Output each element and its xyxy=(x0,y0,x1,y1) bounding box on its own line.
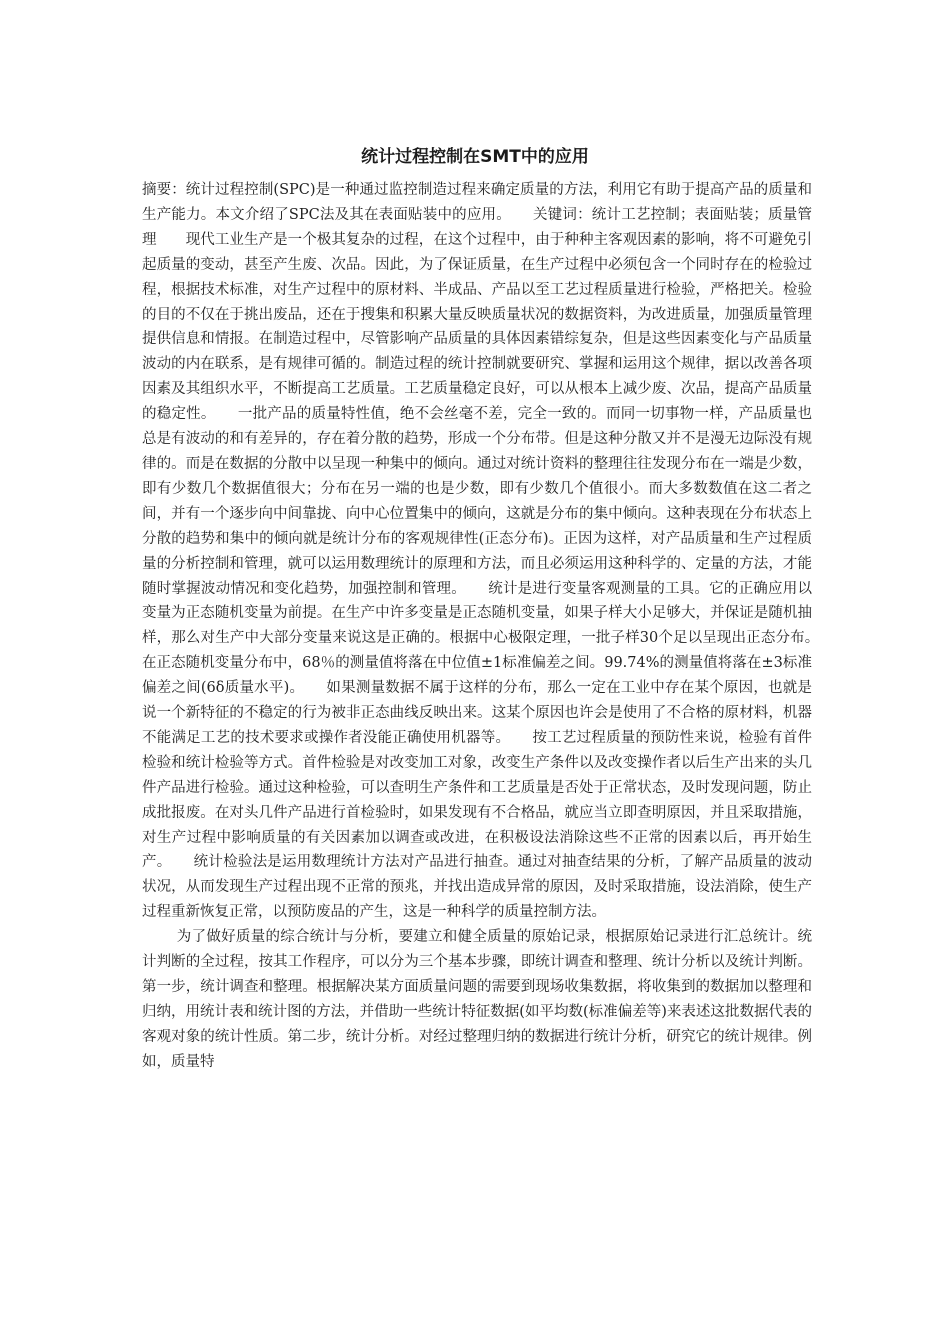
body-paragraph: 为了做好质量的综合统计与分析，要建立和健全质量的原始记录，根据原始记录进行汇总统计。统计判断的全过程，按其工作程序，可以分为三个基本步骤，即统计调查和整理、统计分析以及统计判断。第一步，统计调查和整理。根据解决某方面质量问题的需要到现场收集数据，将收集到的数据加以整理和归纳，用统计表和统计图的方法，并借助一些统计特征数据(如平均数(标准偏差等)来表述这批数据代表的客观对象的统计性质。第二步，统计分析。对经过整理归纳的数据进行统计分析，研究它的统计规律。例如，质量特 xyxy=(142,929,812,1070)
body-paragraph: 摘要：统计过程控制(SPC)是一种通过监控制造过程来确定质量的方法，利用它有助于提高产品的质量和生产能力。本文介绍了SPC法及其在表面贴装中的应用。 关键词：统计工艺控制；表面贴装；质量管理 现代工业生产是一个极其复杂的过程，在这个过程中，由于种种主客观因素的影响，将不可避免引起质量的变动，甚至产生废、次品。因此，为了保证质量，在生产过程中必须包含一个同时存在的检验过程，根据技术标准，对生产过程中的原材料、半成品、产品以至工艺过程质量进行检验，严格把关。检验的目的不仅在于挑出废品，还在于搜集和积累大量反映质量状况的数据资料，为改进质量，加强质量管理提供信息和情报。在制造过程中，尽管影响产品质量的具体因素错综复杂，但是这些因素变化与产品质量波动的内在联系，是有规律可循的。制造过程的统计控制就要研究、掌握和运用这个规律，据以改善各项因素及其组织水平，不断提高工艺质量。工艺质量稳定良好，可以从根本上减少废、次品，提高产品质量的稳定性。 一批产品的质量特性值，绝不会丝毫不差，完全一致的。而同一切事物一样，产品质量也总是有波动的和有差异的，存在着分散的趋势，形成一个分布带。但是这种分散又并不是漫无边际没有规律的。而是在数据的分散中以呈现一种集中的倾向。通过对统计资料的整理往往发现分布在一端是少数，即有少数几个数据值很大；分布在另一端的也是少数，即有少数几个值很小。而大多数数值在这二者之间，并有一个逐步向中间靠拢、向中心位置集中的倾向，这就是分布的集中倾向。这种表现在分布状态上分散的趋势和集中的倾向就是统计分布的客观规律性(正态分布)。正因为这样，对产品质量和生产过程质量的分析控制和管理，就可以运用数理统计的原理和方法，而且必须运用这种科学的、定量的方法，才能随时掌握波动情况和变化趋势，加强控制和管理。 统计是进行变量客观测量的工具。它的正确应用以变量为正态随机变量为前提。在生产中许多变量是正态随机变量，如果子样大小足够大，并保证是随机抽样，那么对生产中大部分变量来说这是正确的。根据中心极限定理，一批子样30个足以呈现出正态分布。 在正态随机变量分布中，68％的测量值将落在中位值±1标准偏差之间。99.74%的测量值将落在±3标准偏差之间(6δ质量水平)。 如果测量数据不属于这样的分布，那么一定在工业中存在某个原因，也就是说一个新特征的不稳定的行为被非正态曲线反映出来。这某个原因也许会是使用了不合格的原材料，机器不能满足工艺的技术要求或操作者没能正确使用机器等。 按工艺过程质量的预防性来说，检验有首件检验和统计检验等方式。首件检验是对改变加工对象，改变生产条件以及改变操作者以后生产出来的头几件产品进行检验。通过这种检验，可以查明生产条件和工艺质量是否处于正常状态，及时发现问题，防止成批报废。在对头几件产品进行首检验时，如果发现有不合格品，就应当立即查明原因，并且采取措施，对生产过程中影响质量的有关因素加以调查或改进，在积极设法消除这些不正常的因素以后，再开始生产。 统计检验法是运用数理统计方法对产品进行抽查。通过对抽查结果的分析，了解产品质量的波动状况，从而发现生产过程出现不正常的预兆，并找出造成异常的原因，及时采取措施，设法消除，使生产过程重新恢复正常，以预防废品的产生，这是一种科学的质量控制方法。 xyxy=(142,182,841,921)
document-title: 统计过程控制在SMT中的应用 xyxy=(361,147,589,167)
document-body xyxy=(142,178,841,1075)
